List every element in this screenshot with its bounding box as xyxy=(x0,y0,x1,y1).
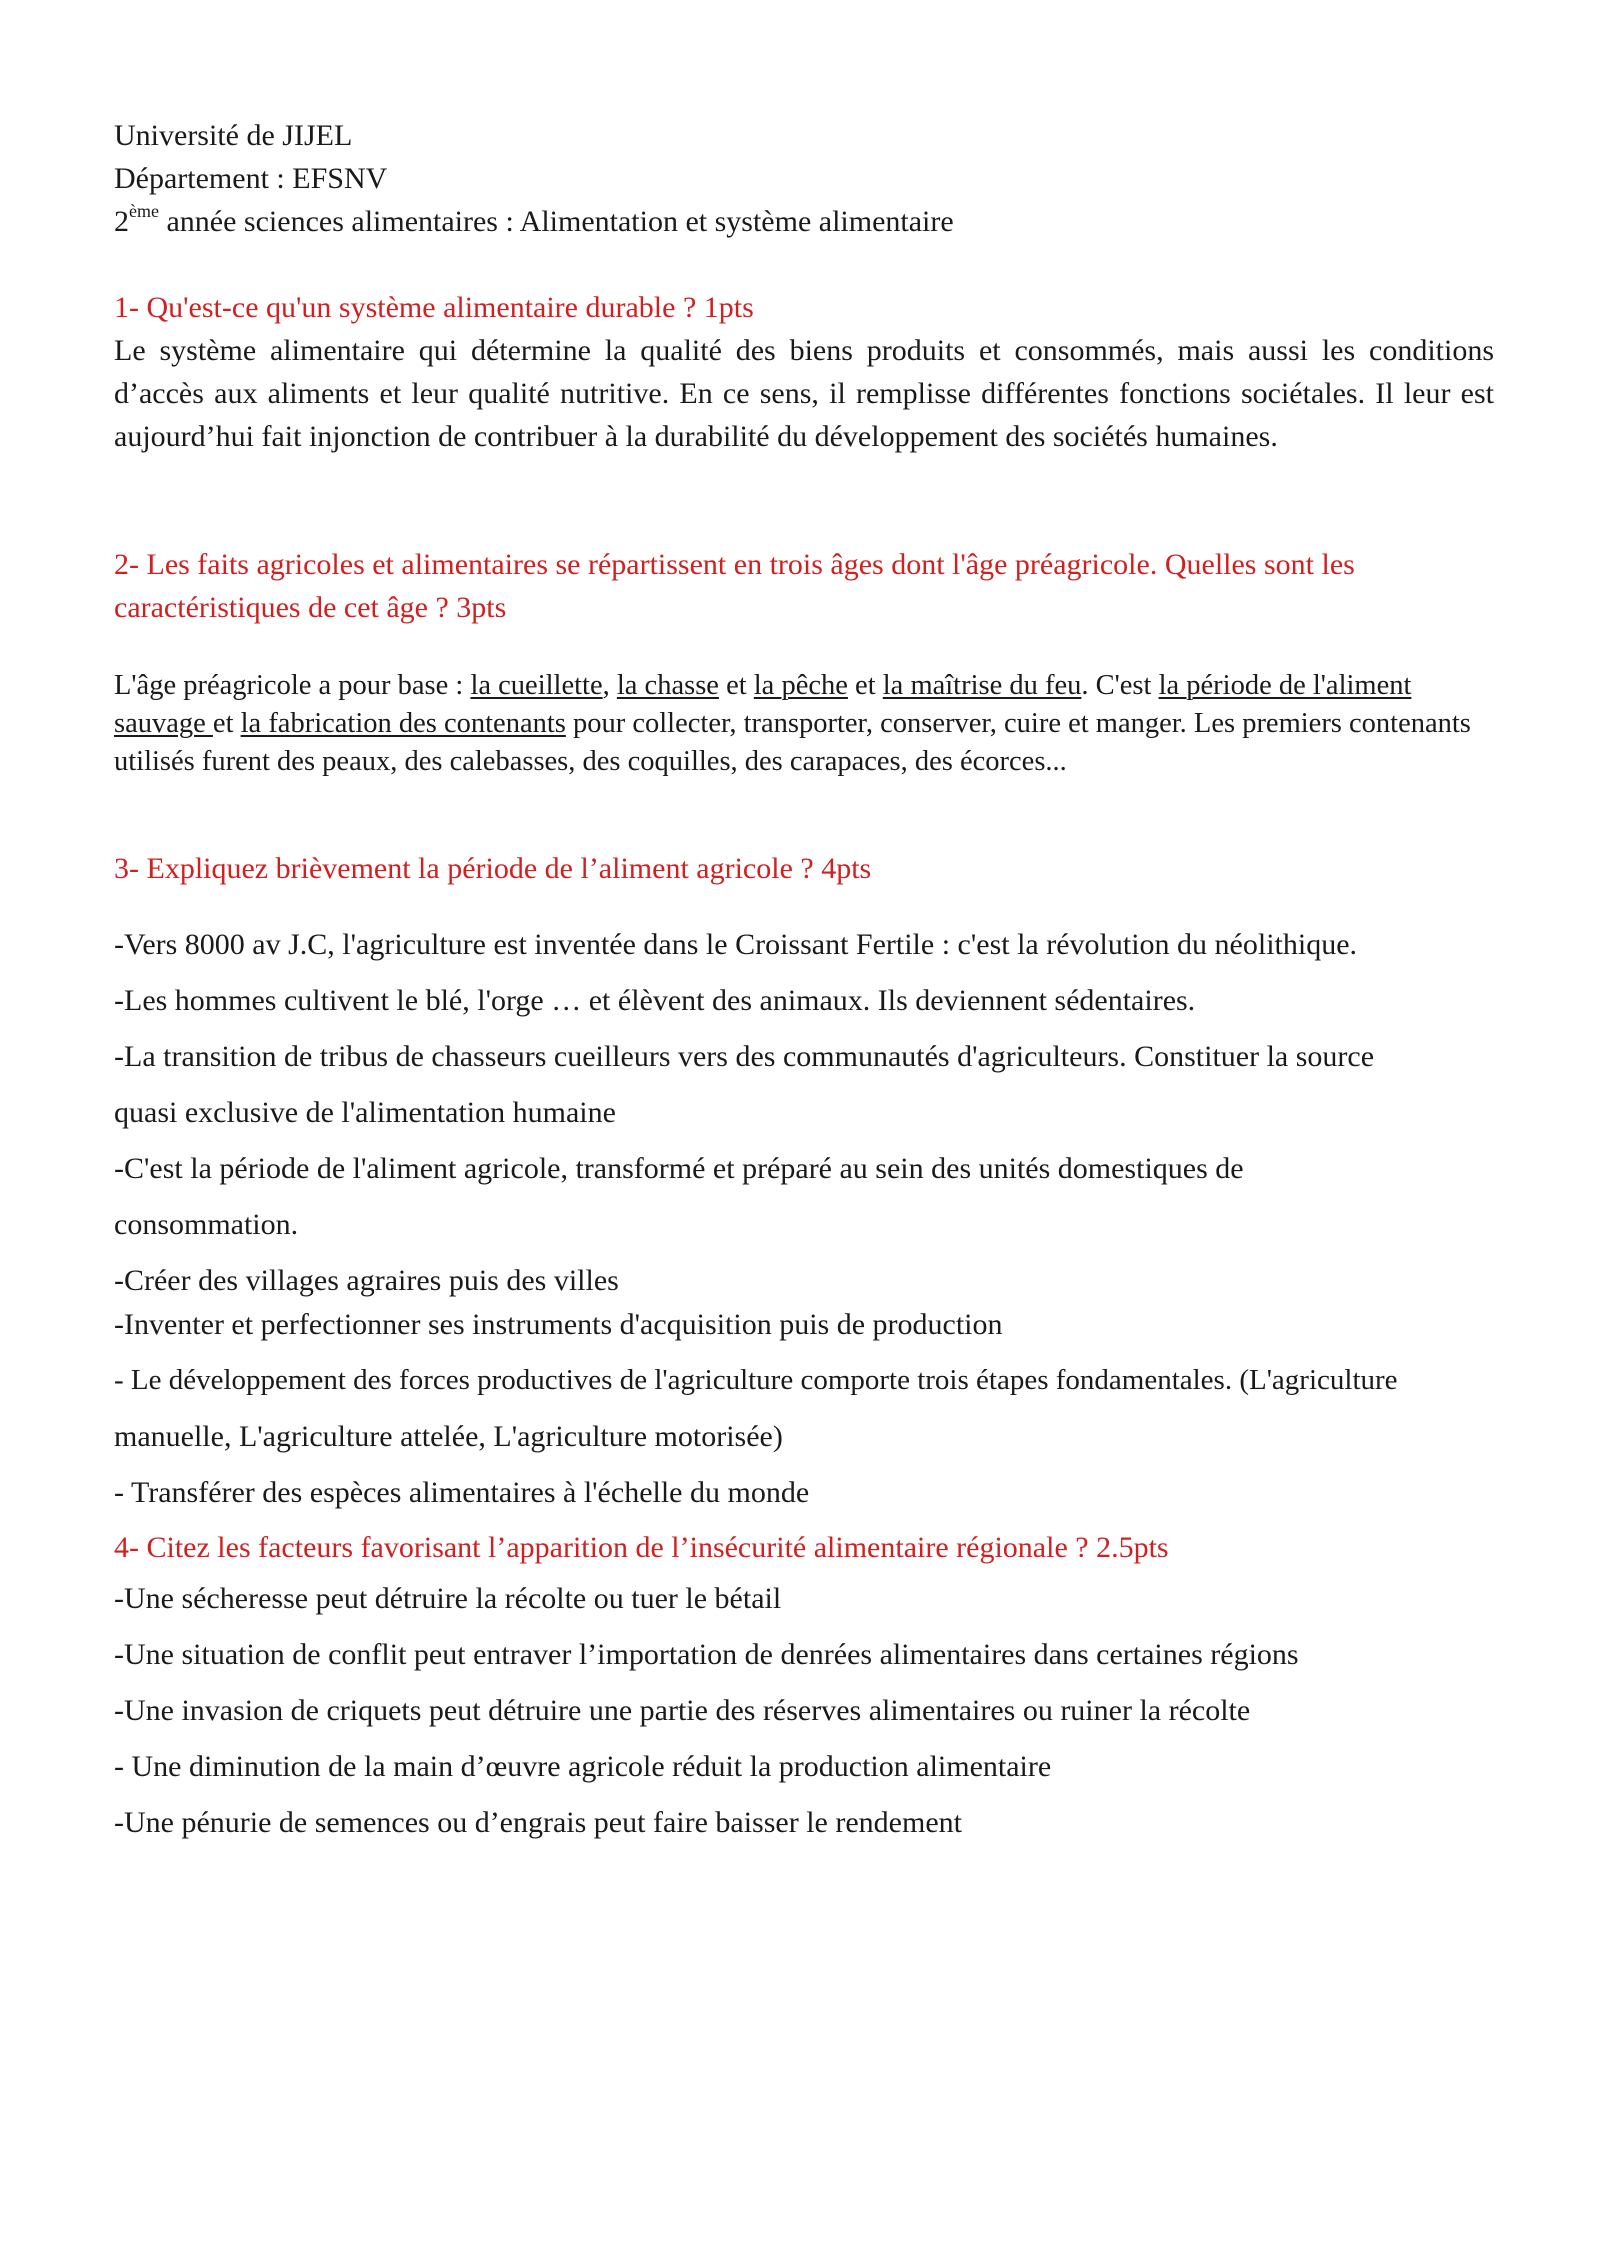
answer-4-line: -Une pénurie de semences ou d’engrais peut faire baisser le rendement xyxy=(114,1806,962,1839)
answer-4-line: -Une invasion de criquets peut détruire une partie des réserves alimentaires ou ruiner la récolte xyxy=(114,1694,1251,1727)
answer-3-line: manuelle, L'agriculture attelée, L'agriculture motorisée) xyxy=(114,1420,783,1453)
question-2: 2- Les faits agricoles et alimentaires se répartissent en trois âges dont l'âge préagricole. Quelles sont les caractéristiques de cet âge ? 3pts xyxy=(114,548,1355,624)
answer-4-line: -Une situation de conflit peut entraver l’importation de denrées alimentaires dans certaines régions xyxy=(114,1638,1299,1671)
question-3: 3- Expliquez brièvement la période de l’aliment agricole ? 4pts xyxy=(114,852,872,885)
department-name: Département : EFSNV xyxy=(114,162,388,195)
answer-3-line: -Vers 8000 av J.C, l'agriculture est inventée dans le Croissant Fertile : c'est la révolution du néolithique. xyxy=(114,928,1358,961)
answer-2-intro: L'âge préagricole a pour base : xyxy=(114,670,471,701)
separator: et xyxy=(212,708,241,739)
separator: . C'est xyxy=(1081,670,1159,701)
keyword-contenants: la fabrication des contenants xyxy=(240,708,566,739)
document-header xyxy=(114,114,1494,243)
keyword-chasse: la chasse xyxy=(616,670,719,701)
answer-3-line: -Les hommes cultivent le blé, l'orge … et élèvent des animaux. Ils deviennent sédentaires. xyxy=(114,984,1196,1017)
keyword-peche: la pêche xyxy=(753,670,848,701)
keyword-aliment-sauvage: la période de l'aliment sauvage xyxy=(114,670,1412,739)
university-name: Université de JIJEL xyxy=(114,119,353,152)
separator: , xyxy=(602,670,617,701)
answer-3-line: - Transférer des espèces alimentaires à l'échelle du monde xyxy=(114,1476,810,1509)
question-1: 1- Qu'est-ce qu'un système alimentaire durable ? 1pts xyxy=(114,291,754,324)
level-superscript: ème xyxy=(129,201,159,221)
course-name: année sciences alimentaires : Alimentation et système alimentaire xyxy=(158,205,954,238)
answer-3-line: quasi exclusive de l'alimentation humaine xyxy=(114,1096,616,1129)
answer-1: Le système alimentaire qui détermine la qualité des biens produits et consommés, mais aussi les conditions d’accès aux aliments et leur qualité nutritive. En ce sens, il remplisse différentes fonctions sociétales. Il leur est aujourd’hui fait injonction de contribuer à la durabilité du développement des sociétés humaines. xyxy=(114,334,1494,453)
answer-3-line: -Inventer et perfectionner ses instruments d'acquisition puis de production xyxy=(114,1308,1003,1341)
answer-3-line: - Le développement des forces productives de l'agriculture comporte trois étapes fondamentales. (L'agriculture xyxy=(114,1364,1398,1396)
answer-3-line: -La transition de tribus de chasseurs cueilleurs vers des communautés d'agriculteurs. Constituer la source xyxy=(114,1040,1375,1073)
course-title xyxy=(114,200,1494,243)
answer-2 xyxy=(114,667,1494,781)
level-number: 2 xyxy=(114,205,129,238)
keyword-cueillette: la cueillette xyxy=(470,670,603,701)
answer-2-rest: pour collecter, transporter, conserver, cuire et manger. Les premiers contenants utilisés furent des peaux, des calebasses, des coquilles, des carapaces, des écorces... xyxy=(114,708,1471,777)
keyword-feu: la maîtrise du feu xyxy=(882,670,1082,701)
answer-4-line: - Une diminution de la main d’œuvre agricole réduit la production alimentaire xyxy=(114,1750,1052,1783)
separator: et xyxy=(847,670,883,701)
answer-4-line: -Une sécheresse peut détruire la récolte ou tuer le bétail xyxy=(114,1582,782,1615)
answer-3-line: -Créer des villages agraires puis des villes xyxy=(114,1264,619,1297)
question-4: 4- Citez les facteurs favorisant l’apparition de l’insécurité alimentaire régionale ? 2.5pts xyxy=(114,1531,1169,1564)
answer-3-line: consommation. xyxy=(114,1208,299,1241)
answer-3-line: -C'est la période de l'aliment agricole, transformé et préparé au sein des unités domestiques de xyxy=(114,1152,1244,1185)
separator: et xyxy=(718,670,754,701)
